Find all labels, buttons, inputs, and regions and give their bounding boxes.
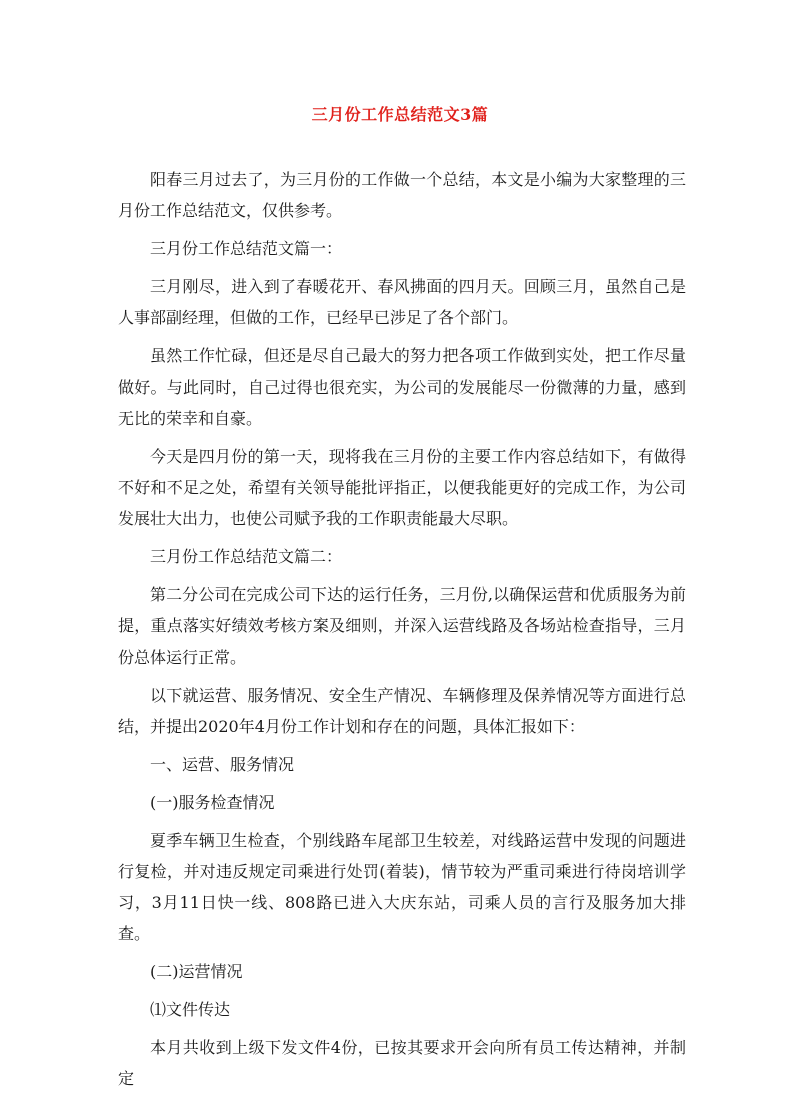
document-title: 三月份工作总结范文3篇 <box>311 105 489 124</box>
subheading: 一、运营、服务情况 <box>150 754 295 774</box>
document-body <box>118 164 686 1101</box>
paragraph: 第二分公司在完成公司下达的运行任务，三月份,以确保运营和优质服务为前提，重点落实好绩效考核方案及细则，并深入运营线路及各场站检查指导，三月份总体运行正常。 <box>118 585 686 667</box>
paragraph-intro: 阳春三月过去了，为三月份的工作做一个总结，本文是小编为大家整理的三月份工作总结范文，仅供参考。 <box>118 170 686 221</box>
subheading: (一)服务检查情况 <box>150 792 275 812</box>
subheading: (二)运营情况 <box>150 962 243 982</box>
section-heading-2: 三月份工作总结范文篇二： <box>150 547 343 567</box>
subheading: ⑴文件传达 <box>150 1000 231 1020</box>
section-heading-1: 三月份工作总结范文篇一： <box>150 239 343 259</box>
paragraph: 本月共收到上级下发文件4份，已按其要求开会向所有员工传达精神，并制定 <box>118 1038 686 1089</box>
paragraph: 以下就运营、服务情况、安全生产情况、车辆修理及保养情况等方面进行总结，并提出2020年4月份工作计划和存在的问题，具体汇报如下： <box>118 685 686 736</box>
paragraph: 今天是四月份的第一天，现将我在三月份的主要工作内容总结如下，有做得不好和不足之处，希望有关领导能批评指正，以便我能更好的完成工作，为公司发展壮大出力，也使公司赋予我的工作职责能最大尽职。 <box>118 446 686 529</box>
paragraph: 夏季车辆卫生检查，个别线路车尾部卫生较差，对线路运营中发现的问题进行复检，并对违反规定司乘进行处罚(着装)，情节较为严重司乘进行待岗培训学习，3月11日快一线、808路已进入大庆东站，司乘人员的言行及服务加大排查。 <box>118 830 686 944</box>
paragraph: 三月刚尽，进入到了春暖花开、春风拂面的四月天。回顾三月，虽然自己是人事部副经理，但做的工作，已经早已涉足了各个部门。 <box>118 277 686 328</box>
paragraph: 虽然工作忙碌，但还是尽自己最大的努力把各项工作做到实处，把工作尽量做好。与此同时，自己过得也很充实，为公司的发展能尽一份微薄的力量，感到无比的荣幸和自豪。 <box>118 346 686 428</box>
